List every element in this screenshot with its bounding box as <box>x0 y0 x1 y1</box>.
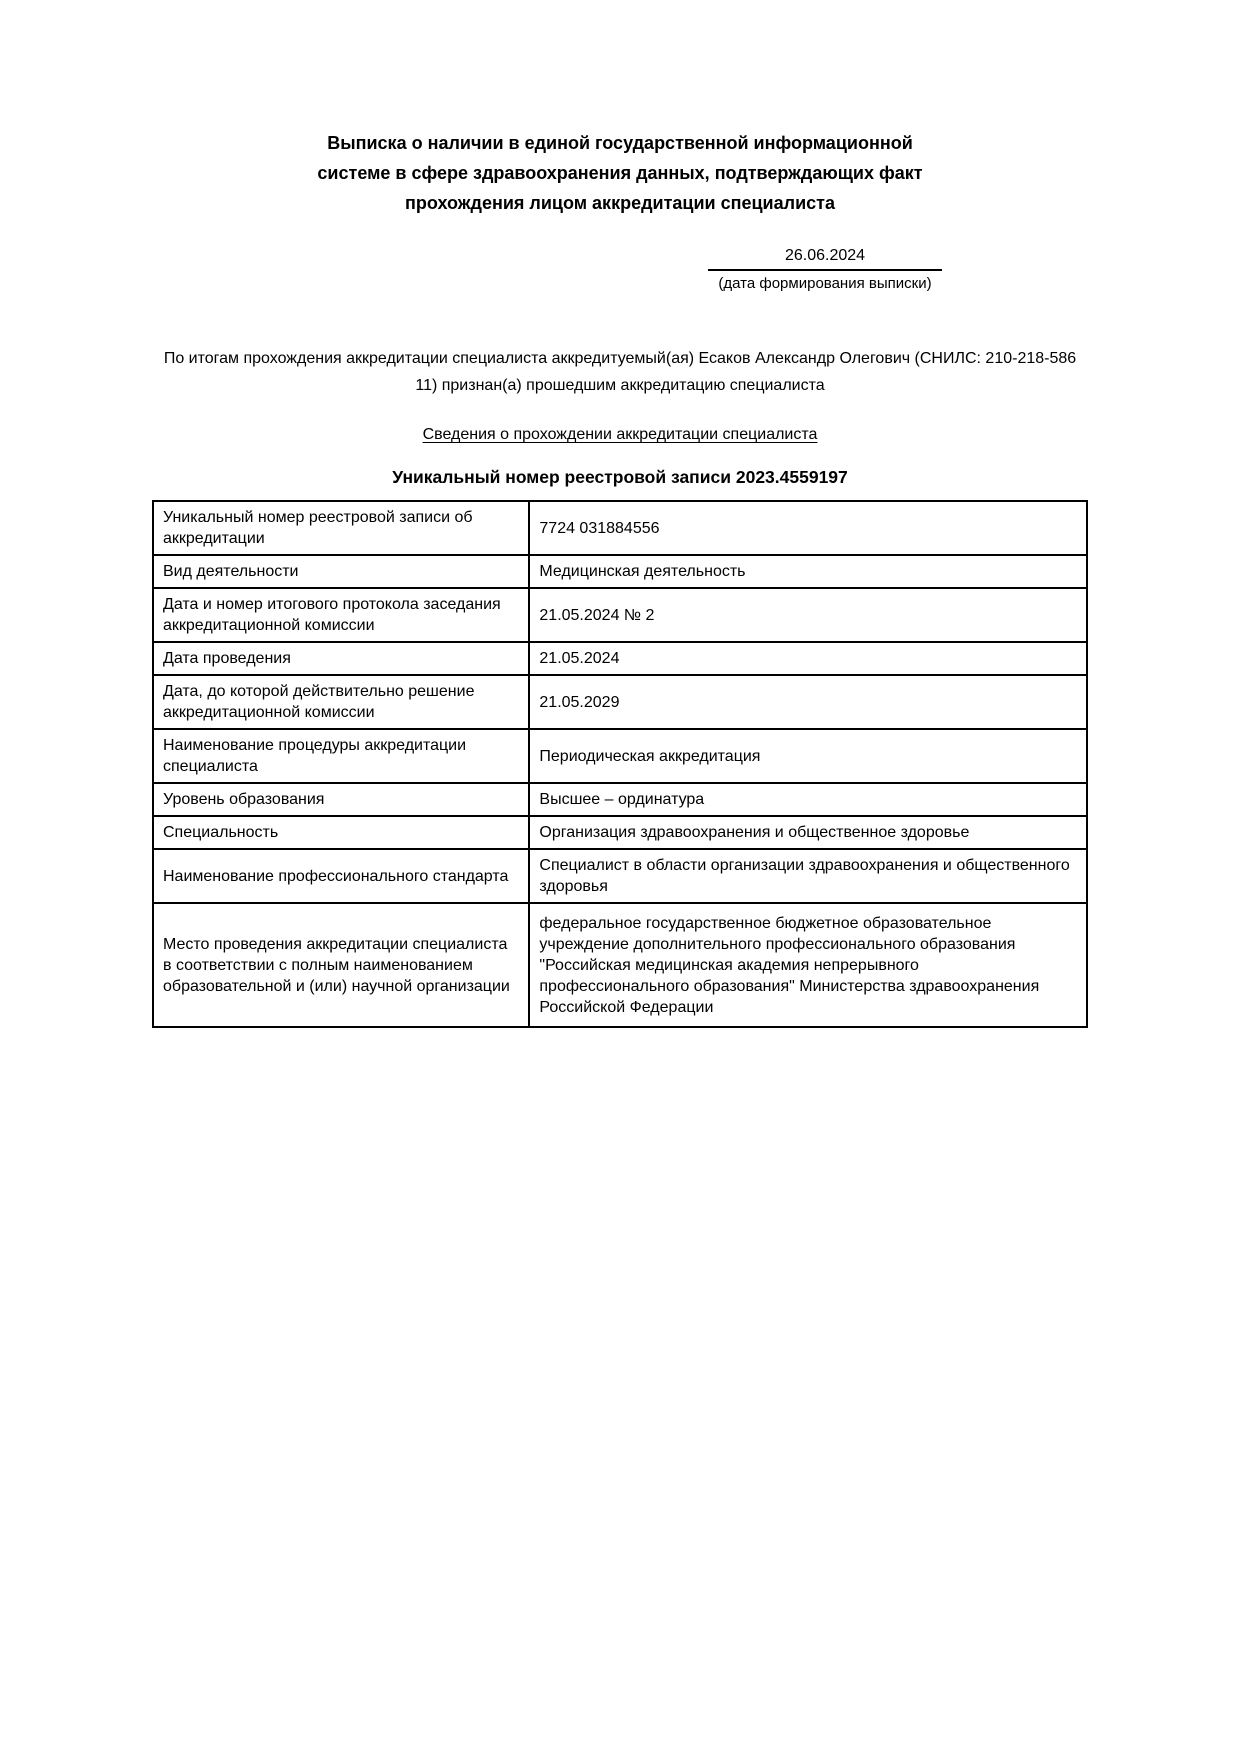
table-row-label: Специальность <box>153 816 529 849</box>
table-row <box>153 675 1087 729</box>
table-row-value: Высшее – ординатура <box>529 783 1087 816</box>
table-row-value: 21.05.2024 <box>529 642 1087 675</box>
section-heading: Сведения о прохождении аккредитации специалиста <box>422 426 818 443</box>
table-row-label: Дата и номер итогового протокола заседания аккредитационной комиссии <box>153 588 529 642</box>
table-row-label: Наименование профессионального стандарта <box>153 849 529 903</box>
document-title-line: системе в сфере здравоохранения данных, подтверждающих факт <box>317 163 923 183</box>
table-row-value: Периодическая аккредитация <box>529 729 1087 783</box>
table-row-value: 21.05.2029 <box>529 675 1087 729</box>
registry-number-heading: Уникальный номер реестровой записи 2023.4559197 <box>392 467 848 487</box>
document-title <box>152 128 1088 218</box>
table-row <box>153 642 1087 675</box>
table-row-label: Уровень образования <box>153 783 529 816</box>
table-row-label: Дата, до которой действительно решение аккредитационной комиссии <box>153 675 529 729</box>
intro-paragraph: По итогам прохождения аккредитации специалиста аккредитуемый(ая) Есаков Александр Олегович (СНИЛС: 210-218-586 11) признан(а) прошедшим аккредитацию специалиста <box>163 350 1077 394</box>
table-row-value: Медицинская деятельность <box>529 555 1087 588</box>
accreditation-table <box>152 500 1088 1028</box>
extract-date-block <box>708 246 942 293</box>
table-row-label: Дата проведения <box>153 642 529 675</box>
table-row <box>153 501 1087 555</box>
table-row-label: Уникальный номер реестровой записи об аккредитации <box>153 501 529 555</box>
table-row-label: Наименование процедуры аккредитации специалиста <box>153 729 529 783</box>
table-row-value: Специалист в области организации здравоохранения и общественного здоровья <box>529 849 1087 903</box>
table-row <box>153 783 1087 816</box>
table-row-value: 7724 031884556 <box>529 501 1087 555</box>
table-row <box>153 849 1087 903</box>
table-row <box>153 555 1087 588</box>
table-row-value: федеральное государственное бюджетное образовательное учреждение дополнительного профессионального образования "Российская медицинская академия непрерывного профессионального образования" Министерства здравоохранения Российской Федерации <box>529 903 1087 1027</box>
table-row <box>153 729 1087 783</box>
extract-date: 26.06.2024 <box>708 246 942 271</box>
table-row-value: 21.05.2024 № 2 <box>529 588 1087 642</box>
table-row <box>153 816 1087 849</box>
table-row <box>153 588 1087 642</box>
table-row-label: Вид деятельности <box>153 555 529 588</box>
table-row-value: Организация здравоохранения и общественное здоровье <box>529 816 1087 849</box>
extract-date-caption: (дата формирования выписки) <box>718 275 932 292</box>
table-row <box>153 903 1087 1027</box>
document-title-line: прохождения лицом аккредитации специалиста <box>405 193 835 213</box>
accreditation-table-body <box>153 501 1087 1027</box>
table-row-label: Место проведения аккредитации специалиста в соответствии с полным наименованием образовательной и (или) научной организации <box>153 903 529 1027</box>
document-title-line: Выписка о наличии в единой государственной информационной <box>327 133 913 153</box>
